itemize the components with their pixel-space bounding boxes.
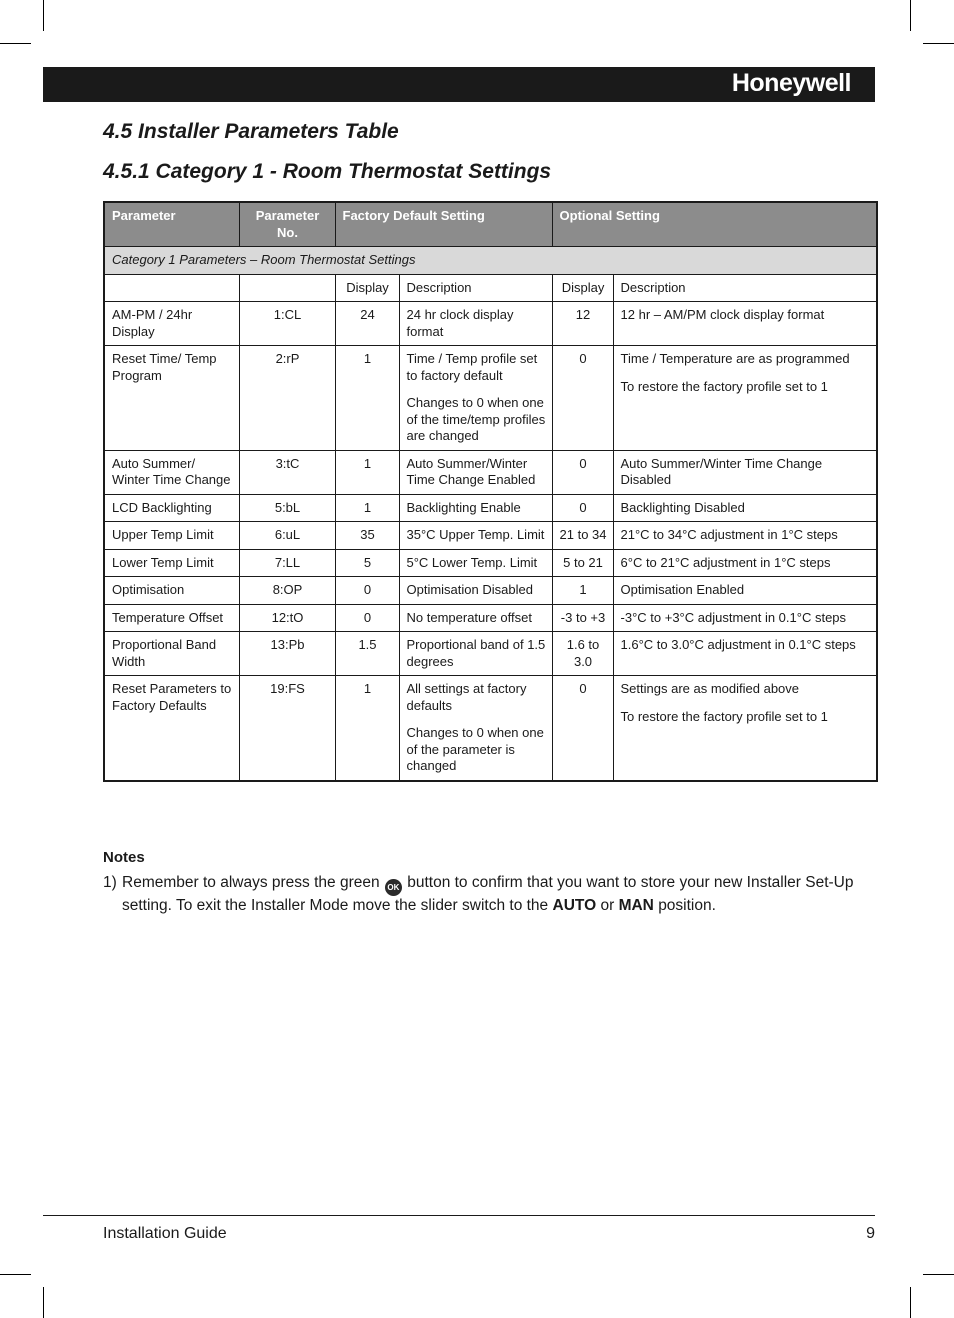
factory-description-text: 35°C Upper Temp. Limit [406,527,545,542]
header-bar [43,67,875,102]
factory-description-text: Optimisation Disabled [406,582,533,597]
optional-description-text: 12 hr – AM/PM clock display format [620,307,825,322]
factory-description [399,450,552,494]
table-row [104,302,877,346]
factory-description [399,549,552,577]
optional-description-text: Auto Summer/Winter Time Change Disabled [620,455,823,487]
optional-description-text: 6°C to 21°C adjustment in 1°C steps [620,554,831,570]
factory-display-text: 24 [360,307,375,322]
optional-description [613,577,877,605]
param-name [104,577,239,605]
optional-display [552,346,613,451]
param-number [239,302,335,346]
header-parameter-no: Parameter No. [239,202,335,247]
factory-display [335,494,399,522]
crop-mark [0,1274,31,1275]
factory-description [399,676,552,781]
crop-mark [0,43,31,44]
optional-description-text: Settings are as modified above [620,681,800,696]
page-number: 9 [866,1225,875,1242]
param-number-text: 8:OP [272,582,303,597]
param-name [104,346,239,451]
param-name [104,522,239,550]
empty-cell [239,274,335,302]
factory-description-text: Auto Summer/Winter Time Change Enabled [406,455,536,487]
param-number [239,346,335,451]
optional-display-text: 0 [579,351,587,366]
crop-mark [923,1274,954,1275]
optional-display [552,632,613,676]
note-text-part: Remember to always press the green [122,874,380,891]
param-name [104,494,239,522]
table-header-row [104,202,877,247]
factory-display [335,632,399,676]
factory-description-text: Changes to 0 when one of the parameter is changed [406,725,544,773]
page-title: 4.5 Installer Parameters Table [103,120,399,143]
factory-description [399,522,552,550]
factory-description [399,604,552,632]
param-name-text: Auto Summer/ Winter Time Change [112,455,231,487]
param-number-text: 13:Pb [270,637,305,652]
optional-display [552,302,613,346]
ok-button-icon: OK [385,879,402,896]
brand-logo: Honeywell [731,69,851,97]
param-number [239,676,335,781]
optional-description-text: Time / Temperature are as programmed [620,351,850,366]
table-row [104,577,877,605]
factory-display-text: 0 [363,609,372,625]
factory-description-text: No temperature offset [406,609,532,625]
factory-display [335,549,399,577]
param-name-text: Temperature Offset [112,609,224,625]
param-number [239,604,335,632]
param-name-text: Upper Temp Limit [112,527,214,542]
table-row [104,346,877,451]
crop-mark [910,1287,911,1318]
note-text-part: or [600,897,615,914]
empty-cell [104,274,239,302]
optional-display [552,522,613,550]
subheader-description: Description [613,274,877,302]
optional-description-text: 21°C to 34°C adjustment in 1°C steps [620,527,838,542]
note-text-part: button to confirm that you want to store your new Installer Set-Up setting. To exit the Installer Mode move the slider switch to the [122,874,854,914]
optional-description [613,632,877,676]
factory-description-text: Changes to 0 when one of the time/temp profiles are changed [406,395,546,443]
factory-description-text: Backlighting Enable [406,499,521,515]
factory-display-text: 35 [360,527,375,542]
factory-description [399,494,552,522]
crop-mark [43,0,44,31]
optional-display-text: 5 to 21 [563,554,603,570]
optional-display-text: 0 [579,455,587,471]
param-number [239,632,335,676]
note-item [103,873,878,916]
factory-description [399,632,552,676]
table-row [104,604,877,632]
optional-description [613,522,877,550]
table-row [104,676,877,781]
crop-mark [910,0,911,31]
table-row [104,494,877,522]
param-name [104,676,239,781]
factory-display [335,522,399,550]
param-name-text: Reset Parameters to Factory Defaults [112,681,232,713]
param-name-text: AM-PM / 24hr Display [112,307,193,339]
factory-description-text: 5°C Lower Temp. Limit [406,554,538,570]
subheader-display: Display [335,274,399,302]
optional-display-text: 0 [579,681,587,696]
factory-display-text: 1 [363,455,372,471]
factory-display [335,676,399,781]
table-row [104,522,877,550]
optional-display-text: 21 to 34 [559,527,607,542]
optional-description-text: To restore the factory profile set to 1 [620,708,828,724]
header-optional-setting: Optional Setting [552,202,877,247]
factory-description [399,302,552,346]
factory-display-text: 1 [363,351,372,366]
optional-description [613,450,877,494]
factory-display [335,604,399,632]
section-title: 4.5.1 Category 1 - Room Thermostat Settings [103,160,552,183]
param-name-text: Optimisation [112,582,185,597]
optional-display [552,676,613,781]
note-text-part: position. [658,897,716,914]
crop-mark [923,43,954,44]
param-number [239,450,335,494]
parameters-table [103,201,878,782]
factory-display [335,450,399,494]
optional-description-text: To restore the factory profile set to 1 [620,378,828,394]
param-number [239,549,335,577]
subheader-description: Description [399,274,552,302]
param-name [104,302,239,346]
param-name-text: Lower Temp Limit [112,554,214,570]
factory-display [335,302,399,346]
footer-divider [43,1215,875,1216]
header-parameter: Parameter [104,202,239,247]
optional-display-text: 1 [579,582,587,597]
note-number: 1) [103,874,117,891]
param-number-text: 19:FS [270,681,305,696]
factory-display-text: 0 [363,582,372,597]
param-number [239,494,335,522]
optional-description [613,676,877,781]
optional-display-text: 0 [579,499,587,515]
param-number-text: 2:rP [275,351,300,366]
optional-display [552,450,613,494]
param-name [104,549,239,577]
factory-display-text: 1 [363,681,372,696]
factory-description-text: Proportional band of 1.5 degrees [406,637,546,669]
crop-mark [43,1287,44,1318]
table-row [104,632,877,676]
auto-label: AUTO [552,897,597,914]
header-factory-default: Factory Default Setting [335,202,552,247]
factory-display-text: 5 [363,554,372,570]
param-number [239,577,335,605]
factory-display-text: 1.5 [358,637,377,652]
category-label: Category 1 Parameters – Room Thermostat Settings [104,247,877,275]
optional-description-text: Backlighting Disabled [620,499,745,515]
param-name [104,632,239,676]
optional-display [552,549,613,577]
optional-description [613,302,877,346]
factory-display [335,346,399,451]
optional-description-text: -3°C to +3°C adjustment in 0.1°C steps [620,609,847,625]
optional-description [613,604,877,632]
optional-description-text: Optimisation Enabled [620,582,745,597]
notes-title: Notes [103,849,145,866]
factory-display [335,577,399,605]
param-name-text: LCD Backlighting [112,499,212,515]
factory-description [399,346,552,451]
table-row [104,450,877,494]
param-name [104,604,239,632]
table-row [104,549,877,577]
param-number-text: 3:tC [275,455,300,471]
factory-description [399,577,552,605]
man-label: MAN [618,897,654,914]
optional-display [552,494,613,522]
param-name [104,450,239,494]
optional-display-text: -3 to +3 [560,609,606,625]
category-row [104,247,877,275]
param-number-text: 5:bL [274,499,301,515]
note-text [122,873,878,916]
param-number-text: 1:CL [273,307,302,322]
param-name-text: Reset Time/ Temp Program [112,351,217,383]
optional-description [613,549,877,577]
optional-description-text: 1.6°C to 3.0°C adjustment in 0.1°C steps [620,637,856,652]
footer-doc-title: Installation Guide [103,1225,227,1242]
optional-display [552,577,613,605]
subheader-display: Display [552,274,613,302]
param-number [239,522,335,550]
param-number-text: 6:uL [274,527,301,542]
factory-description-text: 24 hr clock display format [406,307,514,339]
optional-display-text: 12 [575,307,591,322]
optional-description [613,494,877,522]
optional-description [613,346,877,451]
factory-display-text: 1 [363,499,372,515]
param-name-text: Proportional Band Width [112,637,217,669]
factory-description-text: Time / Temp profile set to factory default [406,351,538,383]
subheader-row [104,274,877,302]
factory-description-text: All settings at factory defaults [406,681,527,713]
optional-display [552,604,613,632]
param-number-text: 7:LL [274,554,301,570]
optional-display-text: 1.6 to 3.0 [566,637,600,669]
param-number-text: 12:tO [271,609,304,625]
